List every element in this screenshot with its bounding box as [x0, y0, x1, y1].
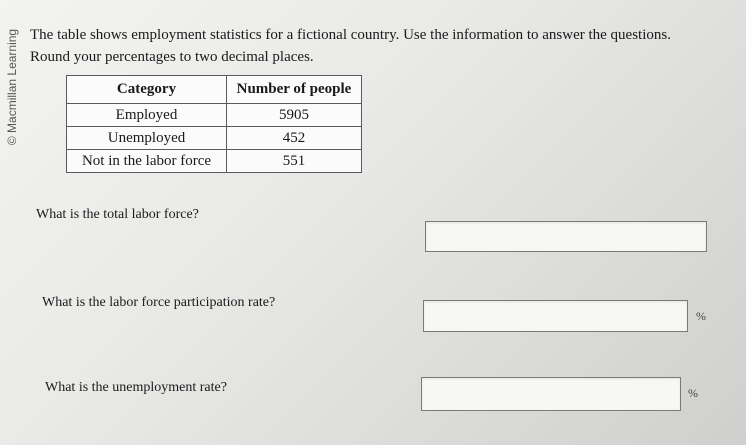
cell-category: Employed: [67, 104, 227, 127]
credit-text: © Macmillan Learning: [5, 28, 20, 146]
cell-number: 5905: [227, 104, 362, 127]
table-row: [67, 150, 362, 173]
question-participation-rate: What is the labor force participation rate?: [42, 295, 276, 310]
header-number: Number of people: [227, 76, 362, 104]
table-row: [67, 127, 362, 150]
table-header-row: [67, 76, 362, 104]
percent-unit-label: %: [688, 386, 698, 400]
employment-table: [66, 75, 362, 173]
header-category: Category: [67, 76, 227, 104]
table-row: [67, 104, 362, 127]
cell-category: Not in the labor force: [67, 150, 227, 173]
cell-category: Unemployed: [67, 127, 227, 150]
answer-input-unemployment-rate[interactable]: [421, 377, 681, 411]
answer-input-participation-rate[interactable]: [423, 300, 688, 332]
cell-number: 452: [227, 127, 362, 150]
question-intro: The table shows employment statistics for a fictional country. Use the information to answer the questions. Round your percentages to two decimal places.: [30, 27, 671, 65]
answer-input-total-labor-force[interactable]: [425, 221, 707, 252]
copyright-credit: [2, 22, 22, 152]
percent-unit-label: %: [696, 309, 706, 323]
question-unemployment-rate: What is the unemployment rate?: [45, 380, 227, 395]
cell-number: 551: [227, 150, 362, 173]
question-total-labor-force: What is the total labor force?: [36, 207, 199, 222]
